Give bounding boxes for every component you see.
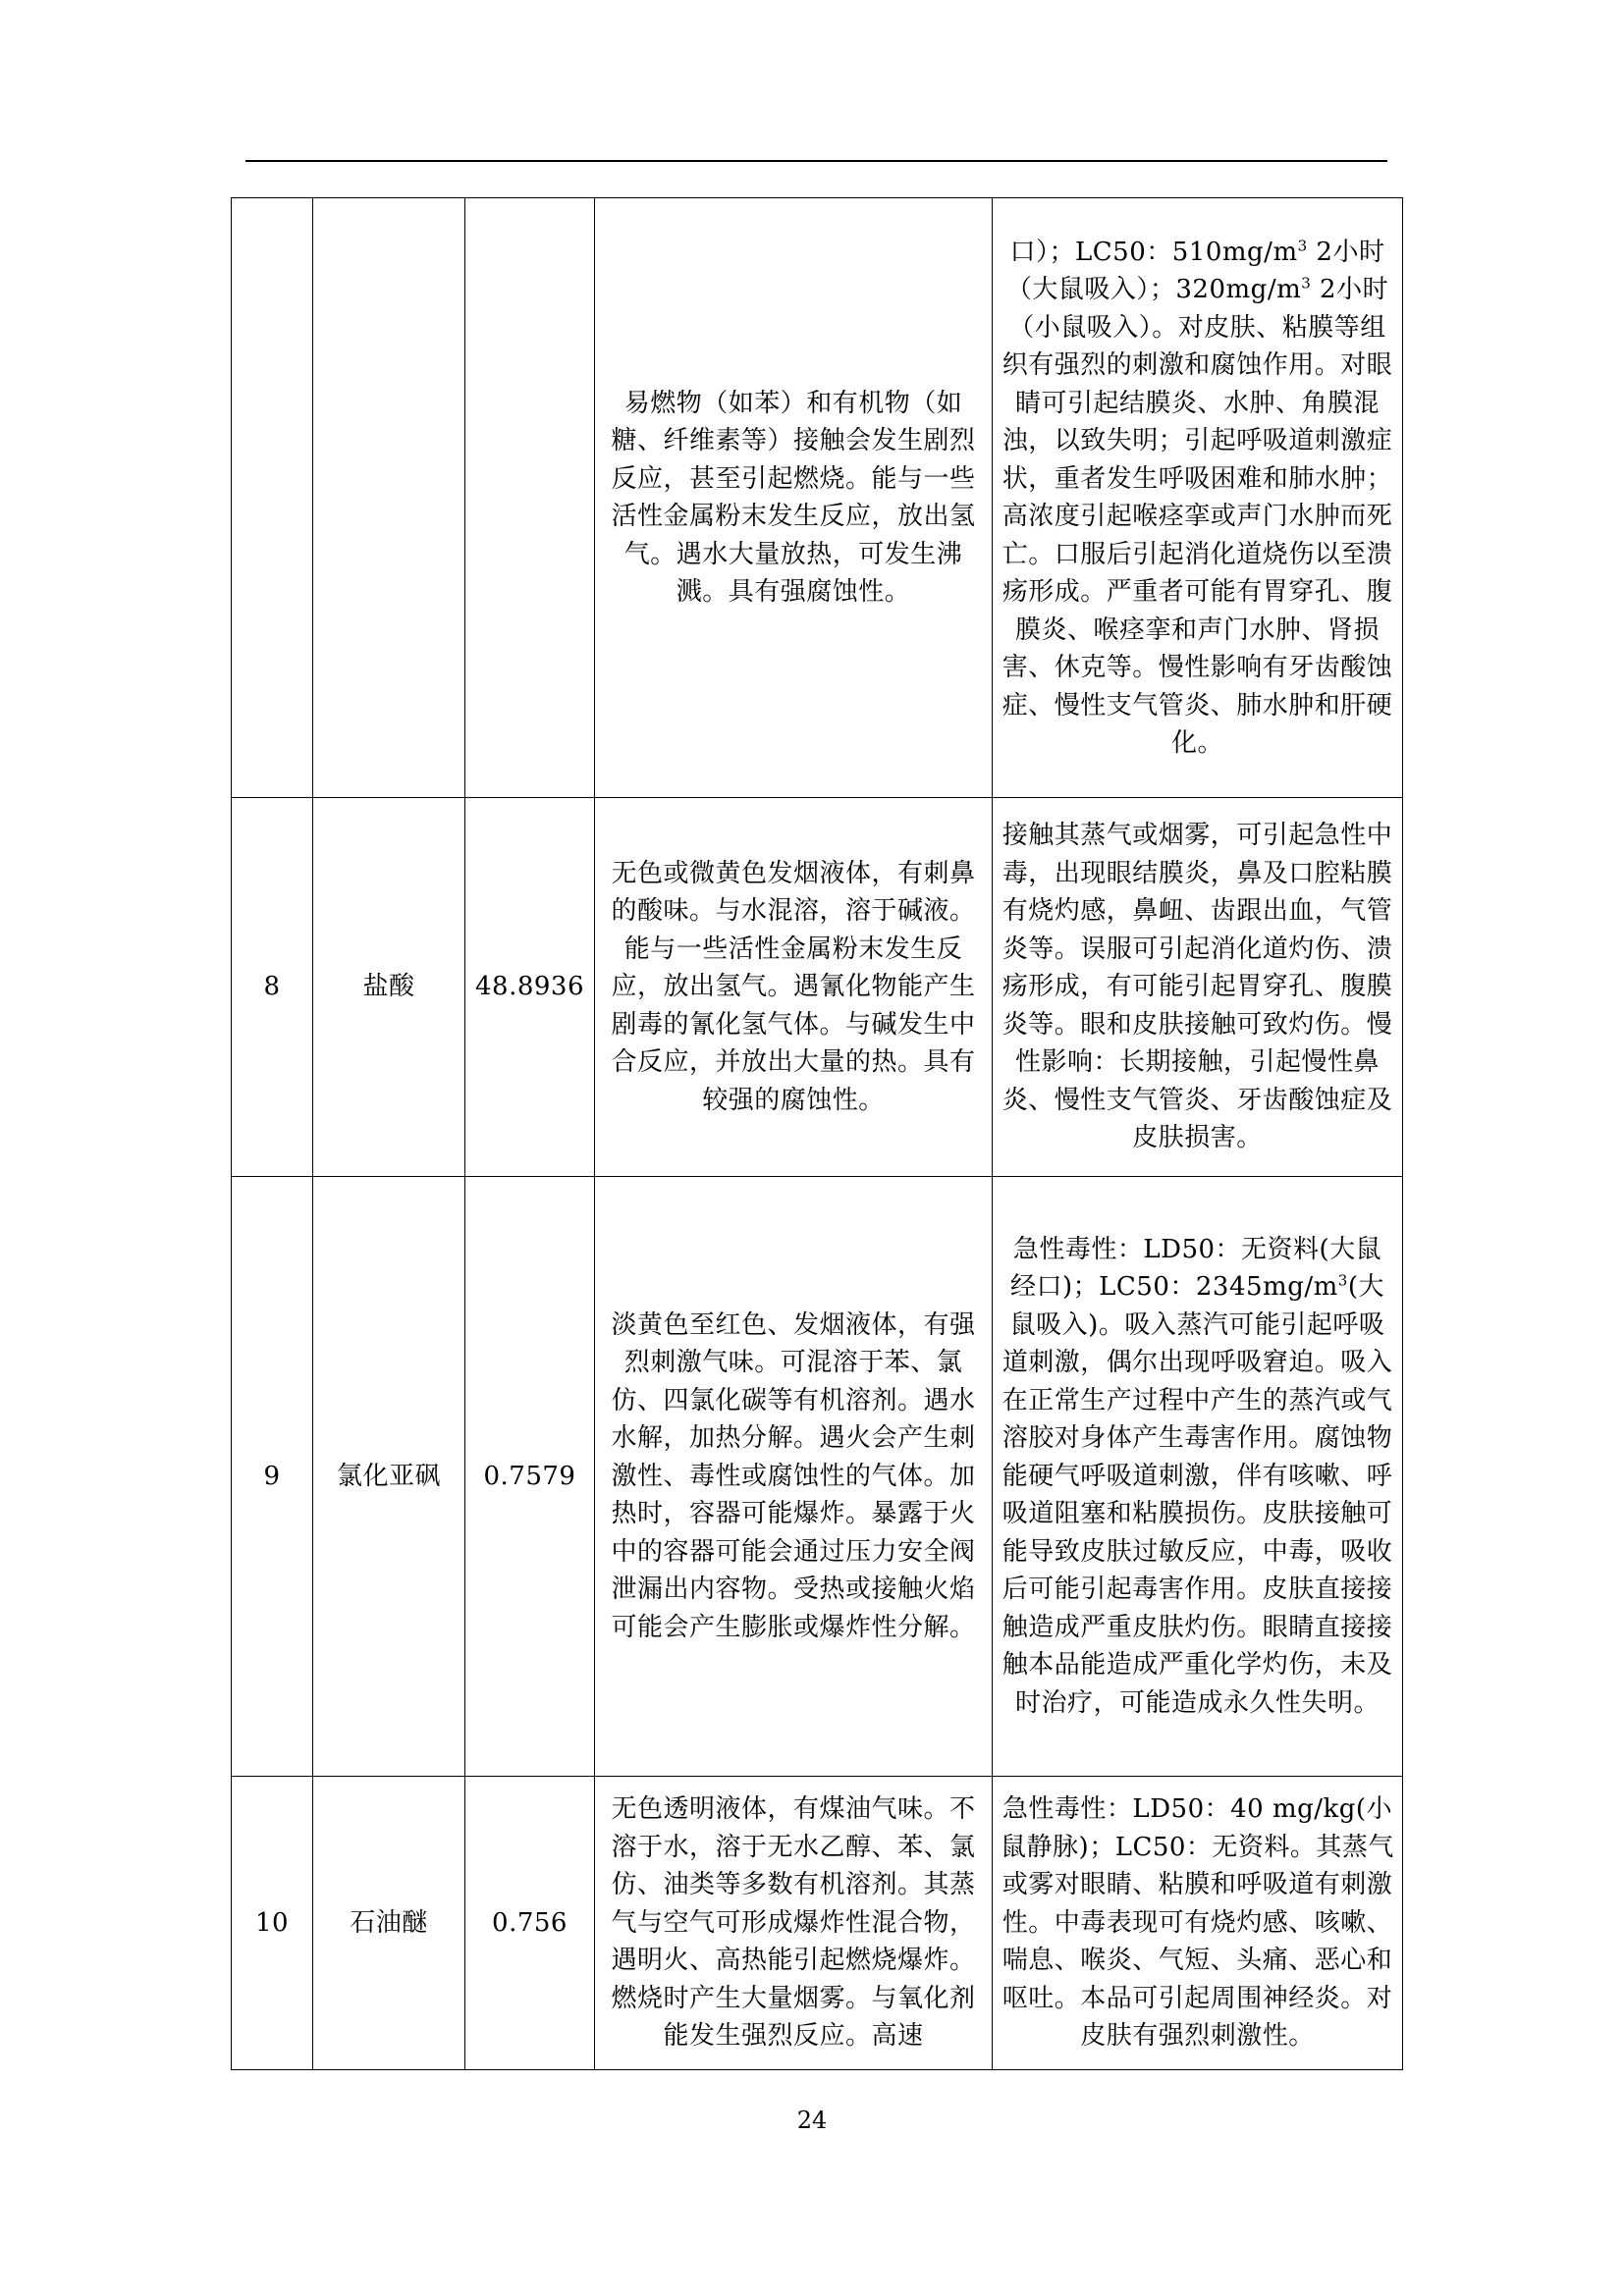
cell-property: 易燃物（如苯）和有机物（如糖、纤维素等）接触会发生剧烈反应，甚至引起燃烧。能与一些活性金属粉末发生反应，放出氢气。遇水大量放热，可发生沸溅。具有强腐蚀性。 (595, 198, 993, 798)
cell-hazard: 口）；LC50：$510mg/m^3$ 2小时（大鼠吸入）；$320mg/m^3$ 2小时（小鼠吸入）。对皮肤、粘膜等组织有强烈的刺激和腐蚀作用。对眼睛可引起结膜炎、水肿、角膜混浊，以致失明；引起呼吸道刺激症状，重者发生呼吸困难和肺水肿；高浓度引起喉痉挛或声门水肿而死亡。口服后引起消化道烧伤以至溃疡形成。严重者可能有胃穿孔、腹膜炎、喉痉挛和声门水肿、肾损害、休克等。慢性影响有牙齿酸蚀症、慢性支气管炎、肺水肿和肝硬化。 (993, 198, 1403, 798)
cell-amount: 0.756 (465, 1777, 595, 2070)
cell-property: 淡黄色至红色、发烟液体，有强烈刺激气味。可混溶于苯、氯仿、四氯化碳等有机溶剂。遇水水解，加热分解。遇火会产生刺激性、毒性或腐蚀性的气体。加热时，容器可能爆炸。暴露于火中的容器可能会通过压力安全阀泄漏出内容物。受热或接触火焰可能会产生膨胀或爆炸性分解。 (595, 1177, 993, 1777)
cell-hazard: 急性毒性：LD50：40 mg/kg(小鼠静脉)；LC50：无资料。其蒸气或雾对眼睛、粘膜和呼吸道有刺激性。中毒表现可有烧灼感、咳嗽、喘息、喉炎、气短、头痛、恶心和呕吐。本品可引起周围神经炎。对皮肤有强烈刺激性。 (993, 1777, 1403, 2070)
cell-no: 10 (232, 1777, 313, 2070)
table-row (232, 1777, 1403, 2070)
cell-property: 无色或微黄色发烟液体，有刺鼻的酸味。与水混溶，溶于碱液。能与一些活性金属粉末发生反应，放出氢气。遇氰化物能产生剧毒的氰化氢气体。与碱发生中合反应，并放出大量的热。具有较强的腐蚀性。 (595, 798, 993, 1177)
cell-no: 9 (232, 1177, 313, 1777)
cell-hazard: 接触其蒸气或烟雾，可引起急性中毒，出现眼结膜炎，鼻及口腔粘膜有烧灼感，鼻衄、齿跟出血，气管炎等。误服可引起消化道灼伤、溃疡形成，有可能引起胃穿孔、腹膜炎等。眼和皮肤接触可致灼伤。慢性影响：长期接触，引起慢性鼻炎、慢性支气管炎、牙齿酸蚀症及皮肤损害。 (993, 798, 1403, 1177)
cell-hazard: 急性毒性：LD50：无资料(大鼠经口)；LC50：$2345mg/m^3$(大鼠吸入)。吸入蒸汽可能引起呼吸道刺激，偶尔出现呼吸窘迫。吸入在正常生产过程中产生的蒸汽或气溶胶对身体产生毒害作用。腐蚀物能硬气呼吸道刺激，伴有咳嗽、呼吸道阻塞和粘膜损伤。皮肤接触可能导致皮肤过敏反应，中毒，吸收后可能引起毒害作用。皮肤直接接触造成严重皮肤灼伤。眼睛直接接触本品能造成严重化学灼伤，未及时治疗，可能造成永久性失明。 (993, 1177, 1403, 1777)
table-row (232, 198, 1403, 798)
table-row (232, 798, 1403, 1177)
cell-no (232, 198, 313, 798)
cell-no: 8 (232, 798, 313, 1177)
cell-amount (465, 198, 595, 798)
table-row (232, 1177, 1403, 1777)
cell-name: 石油醚 (313, 1777, 465, 2070)
cell-property: 无色透明液体，有煤油气味。不溶于水，溶于无水乙醇、苯、氯仿、油类等多数有机溶剂。其蒸气与空气可形成爆炸性混合物，遇明火、高热能引起燃烧爆炸。燃烧时产生大量烟雾。与氧化剂能发生强烈反应。高速 (595, 1777, 993, 2070)
cell-name: 氯化亚砜 (313, 1177, 465, 1777)
cell-name (313, 198, 465, 798)
cell-amount: 48.8936 (465, 798, 595, 1177)
cell-name: 盐酸 (313, 798, 465, 1177)
chemical-hazard-table (231, 197, 1403, 2070)
page-number: 24 (796, 2107, 828, 2134)
cell-amount: 0.7579 (465, 1177, 595, 1777)
header-rule (245, 160, 1387, 162)
